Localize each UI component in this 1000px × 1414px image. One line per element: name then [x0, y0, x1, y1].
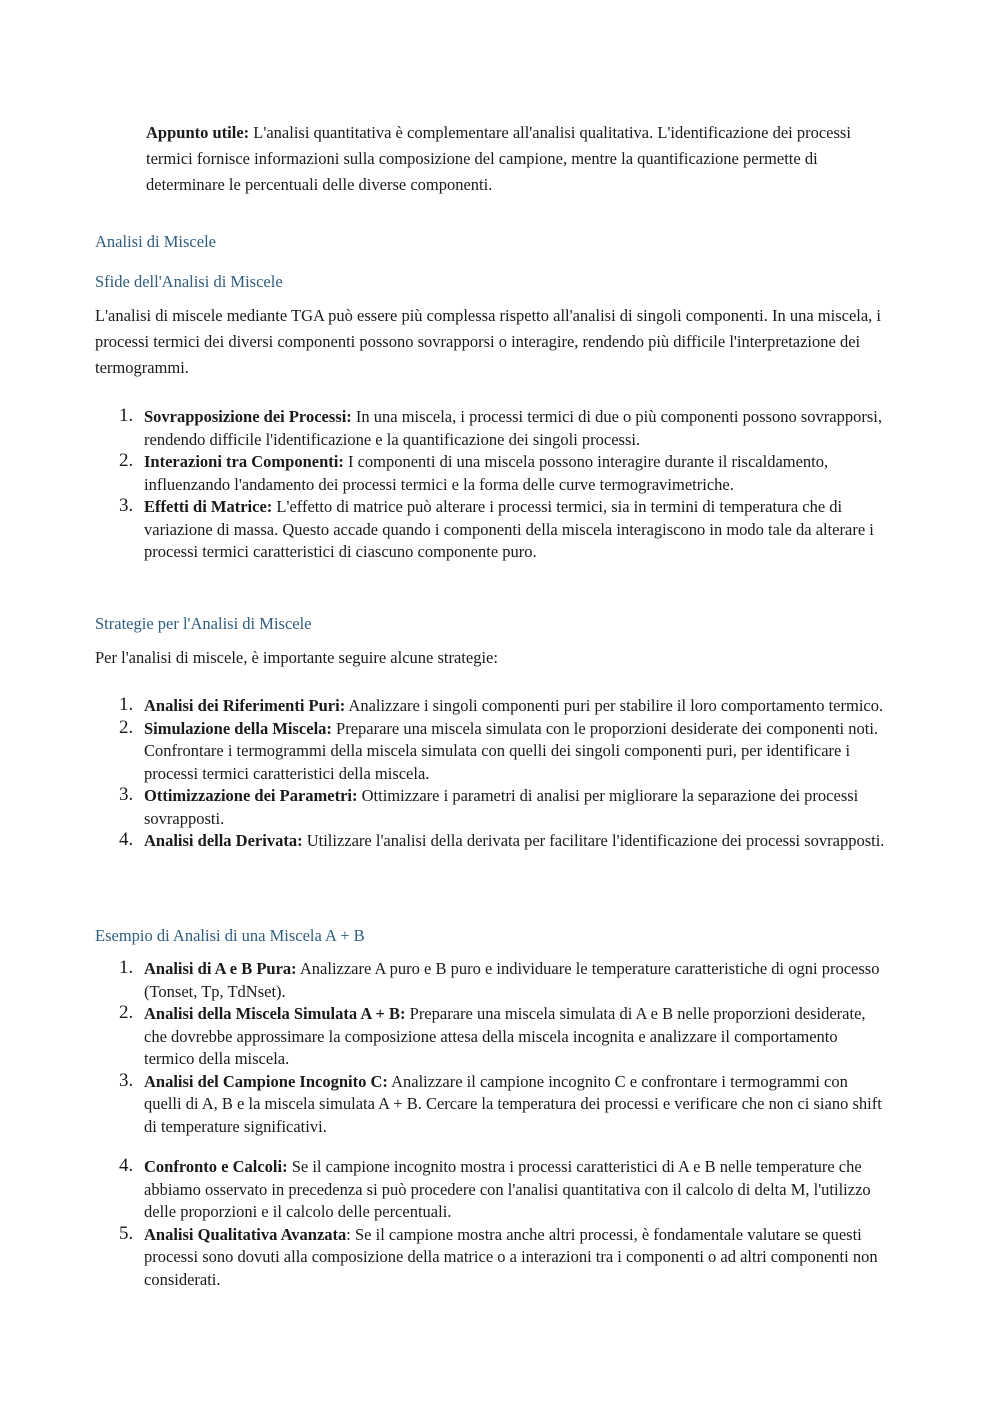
list-number: 1.: [119, 694, 134, 715]
list-item-label: Sovrapposizione dei Processi:: [144, 407, 352, 426]
list-item-label: Confronto e Calcoli:: [144, 1157, 288, 1176]
list-number: 3.: [119, 784, 134, 805]
section-title: Analisi di Miscele: [95, 232, 216, 251]
list-item: [95, 496, 885, 564]
list-item-text: Analizzare A puro e B puro e individuare le temperature caratteristiche di ogni processo (Tonset, Tp, TdNset).: [144, 959, 880, 1001]
list-item: [95, 1003, 885, 1071]
list-item-text: Preparare una miscela simulata di A e B nelle proporzioni desiderate, che dovrebbe approssimare la composizione attesa della miscela incognita e analizzare il comportamento termico della miscela.: [144, 1004, 866, 1068]
list-item: [95, 1224, 885, 1292]
list-item: [95, 830, 885, 853]
list-item-text: Preparare una miscela simulata con le proporzioni desiderate dei componenti noti. Confrontare i termogrammi della miscela simulata con quelli dei singoli componenti puri, per identificare i processi termici caratteristici della miscela.: [144, 718, 879, 783]
strategies-intro: Per l'analisi di miscele, è importante seguire alcune strategie:: [95, 648, 498, 667]
challenges-intro: L'analisi di miscele mediante TGA può essere più complessa rispetto all'analisi di singoli componenti. In una miscela, i processi termici dei diversi componenti possono sovrapporsi o interagire, rendendo più difficile l'interpretazione dei termogrammi.: [95, 306, 882, 377]
list-item-label: Effetti di Matrice:: [144, 497, 273, 516]
example-heading: Esempio di Analisi di una Miscela A + B: [95, 926, 365, 945]
list-number: 1.: [119, 405, 134, 426]
list-item-label: Ottimizzazione dei Parametri:: [144, 786, 358, 805]
list-item-text: Ottimizzare i parametri di analisi per migliorare la separazione dei processi sovrapposti.: [144, 786, 859, 828]
list-item-label: Analisi della Derivata:: [144, 831, 303, 850]
list-item-label: Interazioni tra Componenti:: [144, 452, 344, 471]
list-item-text: Analizzare i singoli componenti puri per stabilire il loro comportamento termico.: [345, 696, 884, 715]
list-item: [95, 958, 885, 1003]
list-item: [95, 695, 885, 718]
list-item-text: I componenti di una miscela possono interagire durante il riscaldamento, influenzando l'andamento dei processi termici e la forma delle curve termogravimetriche.: [144, 452, 829, 494]
list-item-label: Analisi della Miscela Simulata A + B:: [144, 1004, 406, 1023]
list-item: [95, 718, 885, 786]
list-number: 2.: [119, 716, 134, 738]
strategies-heading: Strategie per l'Analisi di Miscele: [95, 614, 312, 633]
list-item: [95, 1156, 885, 1224]
useful-note: [146, 120, 866, 198]
list-number: 3.: [119, 495, 134, 516]
list-item-text: Se il campione incognito mostra i processi caratteristici di A e B nelle temperature che abbiamo osservato in precedenza si può procedere con l'analisi quantitativa con il calcolo di delta M, l'utilizzo delle proporzioni e il calcolo delle percentuali.: [144, 1157, 871, 1221]
challenges-heading: Sfide dell'Analisi di Miscele: [95, 272, 283, 291]
note-text: L'analisi quantitativa è complementare all'analisi qualitativa. L'identificazione dei processi termici fornisce informazioni sulla composizione del campione, mentre la quantificazione permette di determinare le percentuali delle diverse componenti.: [146, 123, 851, 194]
list-number: 5.: [119, 1222, 134, 1244]
list-item-text: L'effetto di matrice può alterare i processi termici, sia in termini di temperatura che di variazione di massa. Questo accade quando i componenti della miscela interagiscono in modo tale da alterare i processi termici caratteristici di ciascuno componente puro.: [144, 497, 874, 561]
list-item-label: Analisi Qualitativa Avanzata: [144, 1224, 347, 1244]
list-item-text: Utilizzare l'analisi della derivata per facilitare l'identificazione dei processi sovrapposti.: [302, 831, 885, 850]
strategies-list: [95, 695, 885, 853]
list-item: [95, 785, 885, 830]
example-list-part1: [95, 958, 885, 1138]
list-item: [95, 451, 885, 496]
list-item-label: Analisi dei Riferimenti Puri:: [144, 696, 346, 715]
list-number: 4.: [119, 829, 134, 850]
challenges-list: [95, 406, 885, 564]
list-item-label: Analisi di A e B Pura:: [144, 959, 297, 978]
list-number: 4.: [119, 1155, 134, 1176]
list-item-text: Analizzare il campione incognito C e confrontare i termogrammi con quelli di A, B e la miscela simulata A + B. Cercare la temperatura dei processi e verificare che non ci siano shift di temperature significativi.: [144, 1071, 882, 1136]
list-item-label: Analisi del Campione Incognito C:: [144, 1071, 388, 1091]
list-item: [95, 1071, 885, 1139]
list-item-label: Simulazione della Miscela:: [144, 718, 332, 738]
example-list-part2: [95, 1156, 885, 1291]
list-number: 2.: [119, 450, 134, 471]
list-number: 3.: [119, 1069, 134, 1091]
list-item-text: : Se il campione mostra anche altri processi, è fondamentale valutare se questi processi sono dovuti alla composizione della matrice o a interazioni tra i componenti o ad altri componenti non considerati.: [144, 1224, 878, 1289]
list-number: 1.: [119, 957, 134, 978]
list-item: [95, 406, 885, 451]
list-item-text: In una miscela, i processi termici di due o più componenti possono sovrapporsi, rendendo difficile l'identificazione e la quantificazione dei singoli processi.: [144, 407, 882, 449]
list-number: 2.: [119, 1002, 134, 1023]
note-label: Appunto utile:: [146, 123, 250, 142]
